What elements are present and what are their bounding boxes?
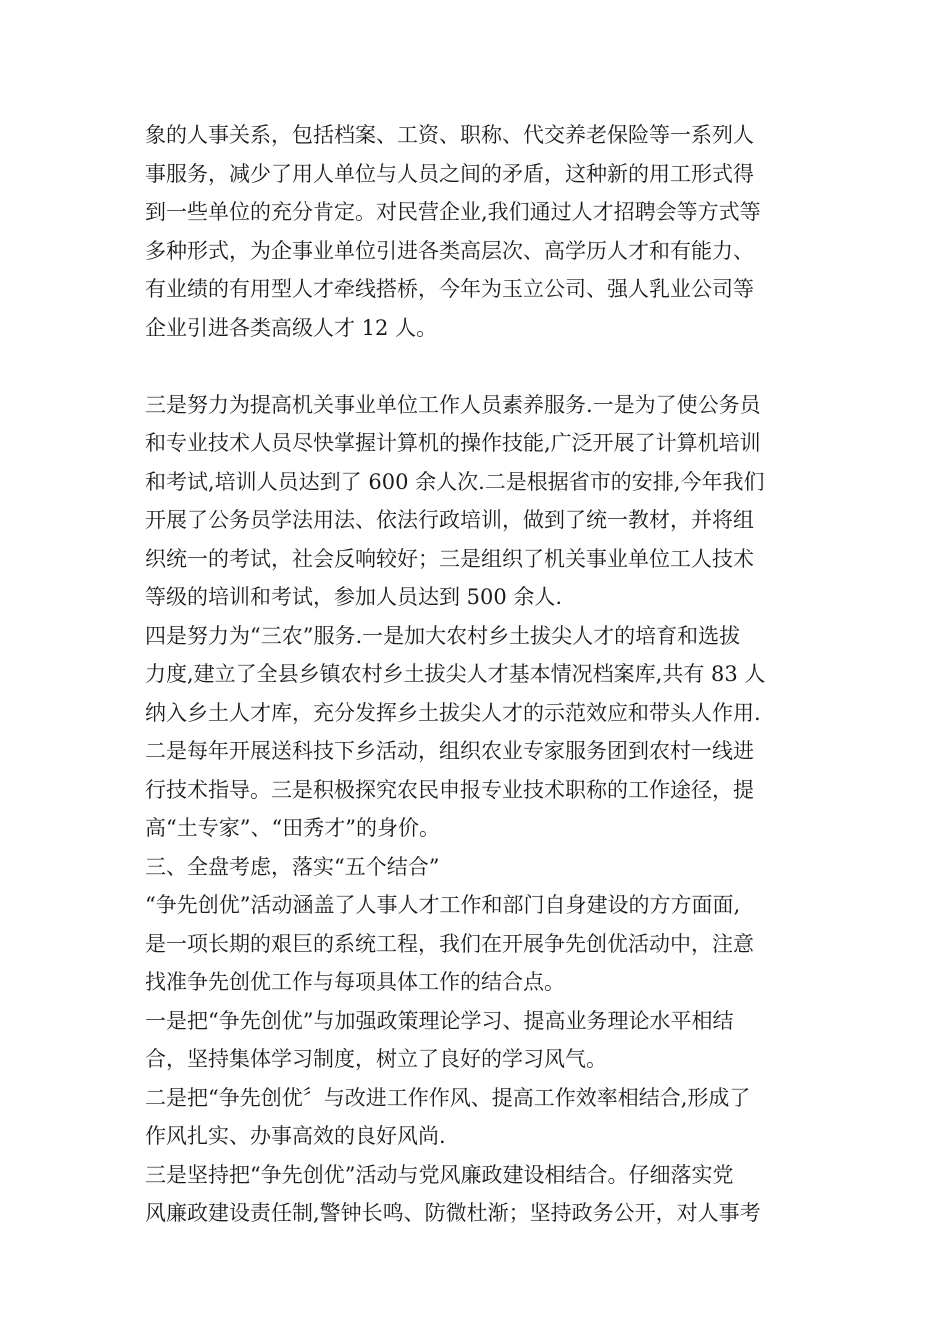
text-line: 二是每年开展送科技下乡活动，组织农业专家服务团到农村一线进 — [145, 739, 754, 763]
text-line: 力度,建立了全县乡镇农村乡土拔尖人才基本情况档案库,共有 83 人 — [145, 662, 766, 686]
section-heading: 三、全盘考虑，落实“五个结合” — [145, 854, 440, 879]
text-line: 三是坚持把“争先创优”活动与党风廉政建设相结合。仔细落实党 — [145, 1162, 734, 1187]
text-line: 纳入乡土人才库，充分发挥乡土拔尖人才的示范效应和带头人作用. — [145, 700, 761, 725]
blank-line — [145, 347, 805, 386]
text-line: 四是努力为“三农”服务.一是加大农村乡土拔尖人才的培育和选拔 — [145, 623, 741, 648]
text-line: 多种形式，为企事业单位引进各类高层次、高学历人才和有能力、 — [145, 238, 754, 263]
text-line: 企业引进各类高级人才 12 人。 — [145, 315, 438, 340]
text-line: 二是把“争先创优〞与改进工作作风、提高工作效率相结合,形成了 — [145, 1085, 751, 1110]
text-line: 和考试,培训人员达到了 600 余人次.二是根据省市的安排,今年我们 — [145, 469, 765, 494]
text-line: 一是把“争先创优”与加强政策理论学习、提高业务理论水平相结 — [145, 1008, 734, 1033]
text-line: 到一些单位的充分肯定。对民营企业,我们通过人才招聘会等方式等 — [145, 200, 761, 224]
text-line: 织统一的考试，社会反响较好；三是组织了机关事业单位工人技术 — [145, 546, 754, 571]
text-line: 和专业技术人员尽快掌握计算机的操作技能,广泛开展了计算机培训 — [145, 431, 761, 455]
text-line: 是一项长期的艰巨的系统工程，我们在开展争先创优活动中，注意 — [145, 931, 754, 956]
text-line: 事服务，减少了用人单位与人员之间的矛盾，这种新的用工形式得 — [145, 161, 754, 186]
text-line: 找准争先创优工作与每项具体工作的结合点。 — [145, 970, 565, 994]
text-line: 开展了公务员学法用法、依法行政培训，做到了统一教材，并将组 — [145, 508, 754, 532]
text-line: 高“土专家”、“田秀才”的身价。 — [145, 816, 440, 840]
text-line: 行技术指导。三是积极探究农民申报专业技术职称的工作途径，提 — [145, 777, 754, 802]
text-line: 三是努力为提高机关事业单位工作人员素养服务.一是为了使公务员 — [145, 392, 761, 417]
text-line: 等级的培训和考试，参加人员达到 500 余人. — [145, 585, 563, 609]
text-line: “争先创优”活动涵盖了人事人才工作和部门自身建设的方方面面, — [145, 893, 741, 917]
text-line: 作风扎实、办事高效的良好风尚. — [145, 1124, 446, 1148]
text-line: 象的人事关系，包括档案、工资、职称、代交养老保险等一系列人 — [145, 123, 754, 147]
text-line: 风廉政建设责任制,警钟长鸣、防微杜渐；坚持政务公开，对人事考 — [145, 1201, 761, 1225]
document-body — [145, 116, 805, 1233]
text-line: 合，坚持集体学习制度，树立了良好的学习风气。 — [145, 1047, 607, 1071]
text-line: 有业绩的有用型人才牵线搭桥，今年为玉立公司、强人乳业公司等 — [145, 277, 754, 301]
